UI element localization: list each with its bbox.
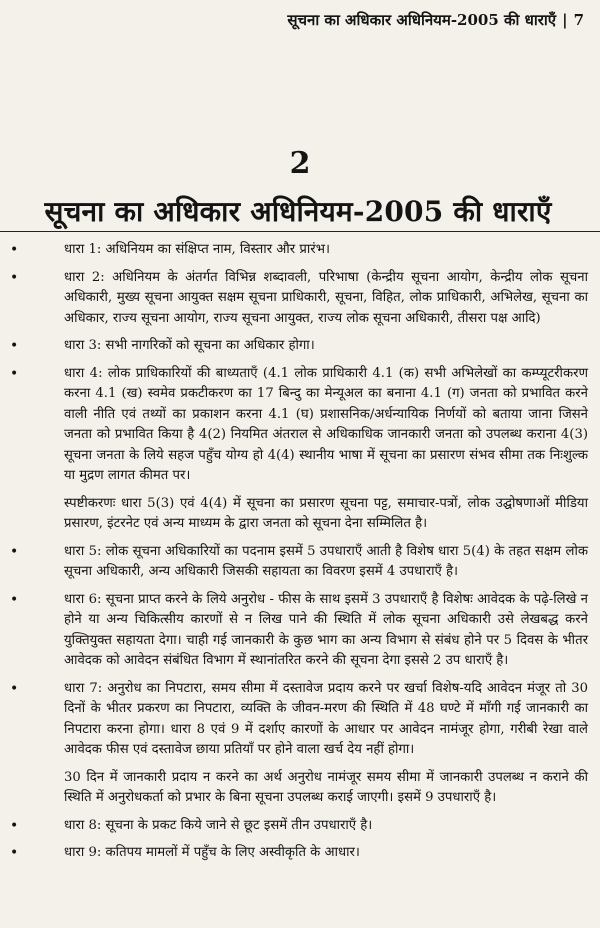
list-item-text: धारा 4: लोक प्राधिकारियों की बाध्यताएँ (4.1 लोक प्राधिकारी 4.1 (क) सभी अभिलेखों का कम्प्यूटरीकरण करना 4.1 (ख) स्वमेव प्रकटीकरण का 17 बिन्दु का मेन्यूअल का बनाना 4.1 (ग) जनता को प्रभावित करने वाली नीति एवं तथ्यों का प्रकाशन करना 4.1 (घ) प्रशासनिक/अर्धन्यायिक निर्णयों को बताया जाना जिसने जनता को प्रभावित किया है 4(2) नियमित अंतराल से अधिकाधिक जानकारी जनता को उपलब्ध कराना 4(3) सूचना जनता के लिये सहज पहुँच योग्य हो 4(4) स्थानीय भाषा में सूचना का प्रसारण संभव सीमा तक निःशुल्क या मुद्रण लागत कीमत पर। — [64, 365, 588, 483]
bullet-icon: • — [10, 543, 19, 560]
bullet-icon: • — [10, 269, 19, 286]
chapter-number: 2 — [289, 146, 311, 181]
list-item-text: धारा 8: सूचना के प्रकट किये जाने से छूट इसमें तीन उपधाराएँ है। — [64, 817, 373, 833]
list-item-text: धारा 9: कतिपय मामलों में पहुँच के लिए अस्वीकृति के आधार। — [64, 845, 360, 860]
list-item-section-2 — [0, 268, 600, 330]
list-item-text: धारा 6: सूचना प्राप्त करने के लिये अनुरोध - फीस के साथ इसमें 3 उपधाराएँ है विशेषः आवेदक के पढ़े-लिखे न होने या अन्य चिकित्सीय कारणों से न लिख पाने की स्थिति में लोक सूचना अधिकारी उसे लेखबद्ध करने युक्तियुक्त सहायता देगा। चाही गई जानकारी के कुछ भाग का अन्य विभाग से संबंध होने पर 5 दिवस के भीतर आवेदक को आवेदन संबंधित विभाग में स्थानांतरित करने की सूचना देगा इससे 2 उप धाराएँ है। — [64, 591, 588, 668]
list-item-text: धारा 2: अधिनियम के अंतर्गत विभिन्न शब्दावली, परिभाषा (केन्द्रीय सूचना आयोग, केन्द्रीय लोक सूचना अधिकारी, मुख्य सूचना आयुक्त सक्षम सूचना प्राधिकारी, सूचना, विहित, लोक प्राधिकारी, अभिलेख, सूचना का अधिकार, राज्य सूचना आयोग, राज्य सूचना आयुक्त, राज्य लोक सूचना अधिकारी, तीसरा पक्ष आदि) — [64, 269, 588, 326]
list-item-section-6 — [0, 590, 600, 672]
explanation-note: स्पष्टीकरणः धारा 5(3) एवं 4(4) में सूचना का प्रसारण सूचना पट्ट, समाचार-पत्रों, लोक उद्घोषणाओं मीडिया प्रसारण, इंटरनेट एवं अन्य माध्यम के द्वारा जनता को सूचना देना सम्मिलित है। — [64, 495, 588, 531]
bullet-icon: • — [10, 817, 19, 834]
list-item-text: धारा 3: सभी नागरिकों को सूचना का अधिकार होगा। — [64, 338, 315, 353]
header-title: सूचना का अधिकार अधिनियम-2005 की धाराएँ — [287, 11, 557, 29]
list-item-section-5 — [0, 542, 600, 583]
bullet-icon: • — [10, 365, 19, 382]
list-item-section-1 — [0, 240, 600, 261]
list-item-section-9 — [0, 843, 600, 864]
section-7-continuation: 30 दिन में जानकारी प्रदाय न करने का अर्थ अनुरोध नामंजूर समय सीमा में जानकारी उपलब्ध न कराने की स्थिति में अनुरोधकर्ता को प्रभार के बिना सूचना उपलब्ध कराई जाएगी। इसमें 9 उपधाराएँ है। — [64, 769, 588, 805]
list-item-text: धारा 1: अधिनियम का संक्षिप्त नाम, विस्तार और प्रारंभ। — [64, 242, 330, 257]
header-separator: | — [562, 11, 568, 29]
bullet-icon: • — [10, 338, 19, 354]
chapter-title: सूचना का अधिकार अधिनियम-2005 की धाराएँ — [44, 195, 552, 228]
page-number: 7 — [573, 11, 584, 29]
bullet-icon: • — [10, 845, 19, 861]
list-item-section-3 — [0, 336, 600, 357]
list-item-text: धारा 5: लोक सूचना अधिकारियों का पदनाम इसमें 5 उपधाराएँ आती है विशेष धारा 5(4) के तहत सक्षम लोक सूचना अधिकारी, अन्य अधिकारी जिसकी सहायता का विवरण इसमें 4 उपधाराएँ है। — [64, 543, 588, 579]
list-item-section-8 — [0, 816, 600, 837]
sections-list — [0, 240, 600, 871]
title-divider — [0, 231, 600, 232]
list-item-section-4 — [0, 364, 600, 487]
list-item-text: धारा 7: अनुरोध का निपटारा, समय सीमा में दस्तावेज प्रदाय करने पर खर्चा विशेष-यदि आवेदन मंजूर तो 30 दिनों के भीतर प्रकरण का निपटारा, व्यक्ति के जीवन-मरण की स्थिति में 48 घण्टे में माँगी गई जानकारी का निपटारा करना होगा। धारा 8 एवं 9 में दर्शाए कारणों के आधार पर आवेदन नामंजूर होगा, गरीबी रेखा वाले आवेदक फीस एवं दस्तावेज छाया प्रतियाँ पर होने वाला खर्च देय नहीं होगा। — [64, 680, 588, 757]
bullet-icon: • — [10, 591, 19, 608]
bullet-icon: • — [10, 242, 19, 258]
running-header — [287, 10, 584, 30]
bullet-icon: • — [10, 680, 19, 697]
list-item-section-7 — [0, 679, 600, 761]
